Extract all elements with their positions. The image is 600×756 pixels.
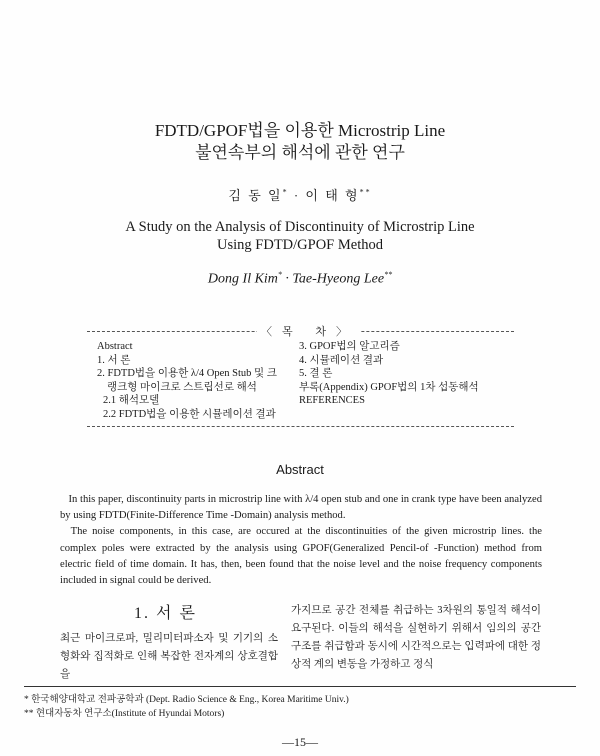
toc-item: Abstract: [97, 341, 133, 352]
authors-korean: [0, 185, 600, 204]
author-separator: ·: [288, 188, 306, 203]
toc-subitem: 2.1 해석모델: [103, 395, 160, 406]
author-1-ko: 김 동 일: [228, 188, 283, 203]
toc-item: REFERENCES: [299, 395, 365, 406]
toc-right-column: [299, 340, 509, 408]
page-number: —15—: [282, 735, 318, 749]
author-2-mark: **: [359, 187, 372, 197]
author-2-en-mark: **: [384, 270, 393, 279]
title-ko-line-2: 불연속부의 해석에 관한 연구: [195, 143, 405, 162]
author-1-mark: *: [282, 187, 289, 197]
toc-item-continuation: 랭크형 마이크로 스트립선로 해석: [107, 381, 257, 393]
author-en-separator: ·: [281, 271, 293, 287]
title-ko-line-1: FDTD/GPOF법을 이용한 Microstrip Line: [154, 121, 446, 140]
toc-item: 4. 시뮬레이션 결과: [299, 354, 384, 366]
footnote-1: * 한국해양대학교 전파공학과 (Dept. Radio Science & Eng., Korea Maritime Univ.): [24, 695, 349, 705]
author-1-en: Dong Il Kim: [207, 271, 278, 287]
toc-item: 2. FDTD법을 이용한 λ/4 Open Stub 및 크: [97, 368, 277, 379]
body-text-left: 최근 마이크로파, 밀리미터파소자 및 기기의 소형화와 집적화로 인해 복잡한 전자계의 상호결합을: [60, 633, 278, 680]
toc-label: 〈목 차〉: [257, 323, 361, 339]
abstract-body: [60, 492, 542, 589]
author-1-en-mark: *: [277, 270, 282, 279]
paper-title-english: [0, 218, 600, 254]
footnote-2: ** 현대자동차 연구소(Institute of Hyundai Motors): [24, 709, 225, 719]
toc-item: 5. 결 론: [299, 368, 333, 379]
toc-item: 부록(Appendix) GPOF법의 1차 섭동해석: [299, 381, 479, 393]
section-heading-introduction: 1. 서 론: [134, 605, 197, 622]
paper-title-korean: [0, 120, 600, 164]
abstract-paragraph: The noise components, in this case, are occured at the discontinuities of the given microstrip lines. the complex poles were extracted by the analysis using GPOF(Generalized Pencil-of -Function) method from electric field of time domain. It has, then, been found that the noise level and the noise frequency components included in signal could be derived.: [60, 526, 542, 587]
abstract-heading: Abstract: [276, 462, 324, 477]
author-2-en: Tae-Hyeong Lee: [292, 271, 385, 287]
footnote-divider: [24, 686, 576, 687]
author-2-ko: 이 태 형: [305, 188, 360, 203]
toc-item: 3. GPOF법의 알고리즘: [299, 341, 400, 352]
toc-left-column: [97, 340, 297, 421]
body-text-right: 가지므로 공간 전체를 취급하는 3차원의 통일적 해석이 요구된다. 이들의 해석을 실현하기 위해서 임의의 공간 구조를 취급함과 동시에 시간적으로는 입력파에 대한 정상적 계의 변동을 가정하고 정식: [291, 605, 541, 670]
title-en-line-2: Using FDTD/GPOF Method: [217, 237, 383, 253]
toc-item: 1. 서 론: [97, 354, 131, 366]
title-en-line-1: A Study on the Analysis of Discontinuity of Microstrip Line: [125, 219, 475, 235]
footnotes: [24, 693, 576, 721]
abstract-paragraph: In this paper, discontinuity parts in microstrip line with λ/4 open stub and one in crank type have been analyzed by using FDTD(Finite-Difference Time -Domain) analysis method.: [60, 494, 542, 522]
body-column-right: [291, 602, 541, 674]
toc-subitem: 2.2 FDTD법을 이용한 시뮬레이션 결과: [103, 408, 276, 420]
body-column-left: [60, 630, 278, 684]
authors-english: [0, 270, 600, 288]
